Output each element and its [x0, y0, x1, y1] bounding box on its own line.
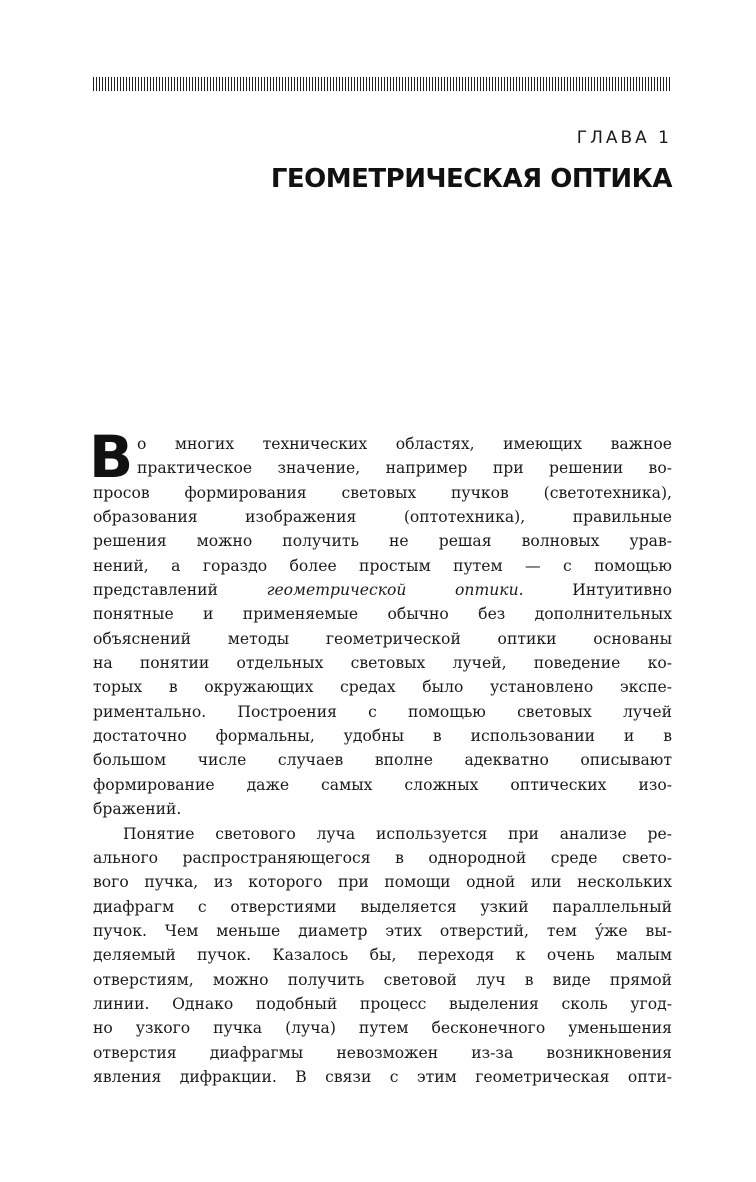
- text-line: отверстия диафрагмы невозможен из-за возникновения: [93, 1043, 672, 1062]
- text-line: но узкого пучка (луча) путем бесконечного уменьшения: [93, 1019, 672, 1038]
- text-line: торых в окружающих средах было установлено экспе-: [93, 678, 672, 697]
- text-line: достаточно формальны, удобны в использовании и в: [93, 727, 672, 746]
- decorative-hatch-bar: [93, 77, 672, 91]
- text-line: понятные и применяемые обычно без дополнительных: [93, 605, 672, 624]
- text-line: явления дифракции. В связи с этим геометрическая опти-: [93, 1067, 672, 1086]
- text-line: Понятие светового луча используется при анализе ре-: [123, 824, 672, 843]
- chapter-title: ГЕОМЕТРИЧЕСКАЯ ОПТИКА: [270, 164, 672, 194]
- text-line: практическое значение, например при решении во-: [137, 459, 672, 478]
- text-line: диафрагм с отверстиями выделяется узкий параллельный: [93, 897, 672, 916]
- text-line: вого пучка, из которого при помощи одной или нескольких: [93, 873, 672, 892]
- text-line: линии. Однако подобный процесс выделения сколь угод-: [93, 994, 672, 1013]
- text-line: образования изображения (оптотехника), правильные: [93, 508, 672, 527]
- text-line: пучок. Чем меньше диаметр этих отверстий, тем у́же вы-: [93, 921, 672, 940]
- text-line: ального распространяющегося в однородной среде свето-: [93, 848, 672, 867]
- text-line: объяснений методы геометрической оптики основаны: [93, 629, 672, 648]
- text-line: деляемый пучок. Казалось бы, переходя к очень малым: [93, 946, 672, 965]
- text-run: Интуитивно: [523, 581, 672, 600]
- text-line: риментально. Построения с помощью световых лучей: [93, 702, 672, 721]
- chapter-label: ГЛАВА 1: [576, 128, 672, 148]
- text-line: отверстиям, можно получить световой луч в виде прямой: [93, 970, 672, 989]
- body-text: [89, 423, 672, 1089]
- text-line: формирование даже самых сложных оптических изо-: [93, 775, 672, 794]
- text-line: [93, 578, 672, 602]
- text-line: решения можно получить не решая волновых урав-: [93, 532, 672, 551]
- text-line: на понятии отдельных световых лучей, поведение ко-: [93, 654, 672, 673]
- italic-term: геометрической оптики.: [266, 581, 524, 600]
- text-line: просов формирования световых пучков (светотехника),: [93, 483, 672, 502]
- text-line: большом числе случаев вполне адекватно описывают: [93, 751, 672, 770]
- text-line: бражений.: [93, 800, 182, 819]
- text-line: о многих технических областях, имеющих важное: [137, 435, 672, 453]
- text-run: представлений: [93, 581, 267, 600]
- text-line: нений, а гораздо более простым путем — с помощью: [93, 556, 672, 575]
- drop-cap: В: [89, 423, 134, 491]
